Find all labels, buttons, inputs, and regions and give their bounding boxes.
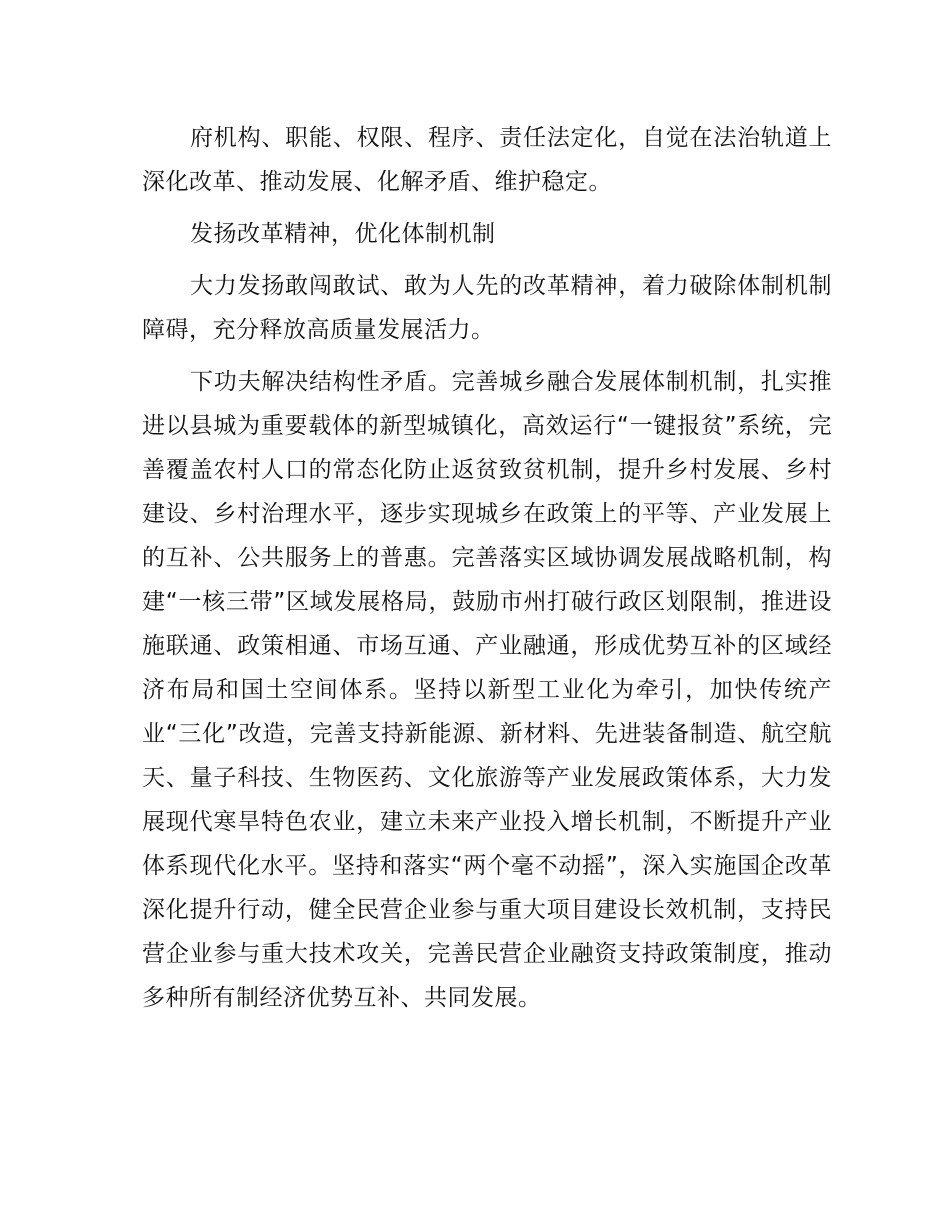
paragraph-2: 大力发扬敢闯敢试、敢为人先的改革精神，着力破除体制机制障碍，充分释放高质量发展活力。 (142, 273, 832, 343)
paragraph-3: 下功夫解决结构性矛盾。完善城乡融合发展体制机制，扎实推进以县城为重要载体的新型城镇化，高效运行“一键报贫”系统，完善覆盖农村人口的常态化防止返贫致贫机制，提升乡村发展、乡村建设、乡村治理水平，逐步实现城乡在政策上的平等、产业发展上的互补、公共服务上的普惠。完善落实区域协调发展战略机制，构建“一核三带”区域发展格局，鼓励市州打破行政区划限制，推进设施联通、政策相通、市场互通、产业融通，形成优势互补的区域经济布局和国土空间体系。坚持以新型工业化为牵引，加快传统产业“三化”改造，完善支持新能源、新材料、先进装备制造、航空航天、量子科技、生物医药、文化旅游等产业发展政策体系，大力发展现代寒旱特色农业，建立未来产业投入增长机制，不断提升产业体系现代化水平。坚持和落实“两个毫不动摇”，深入实施国企改革深化提升行动，健全民营企业参与重大项目建设长效机制，支持民营企业参与重大技术攻关，完善民营企业融资支持政策制度，推动多种所有制经济优势互补、共同发展。 (142, 369, 832, 1011)
document-body (142, 116, 832, 1028)
section-heading: 发扬改革精神，优化体制机制 (190, 221, 496, 247)
paragraph-1: 府机构、职能、权限、程序、责任法定化，自觉在法治轨道上深化改革、推动发展、化解矛盾、维护稳定。 (142, 125, 832, 195)
